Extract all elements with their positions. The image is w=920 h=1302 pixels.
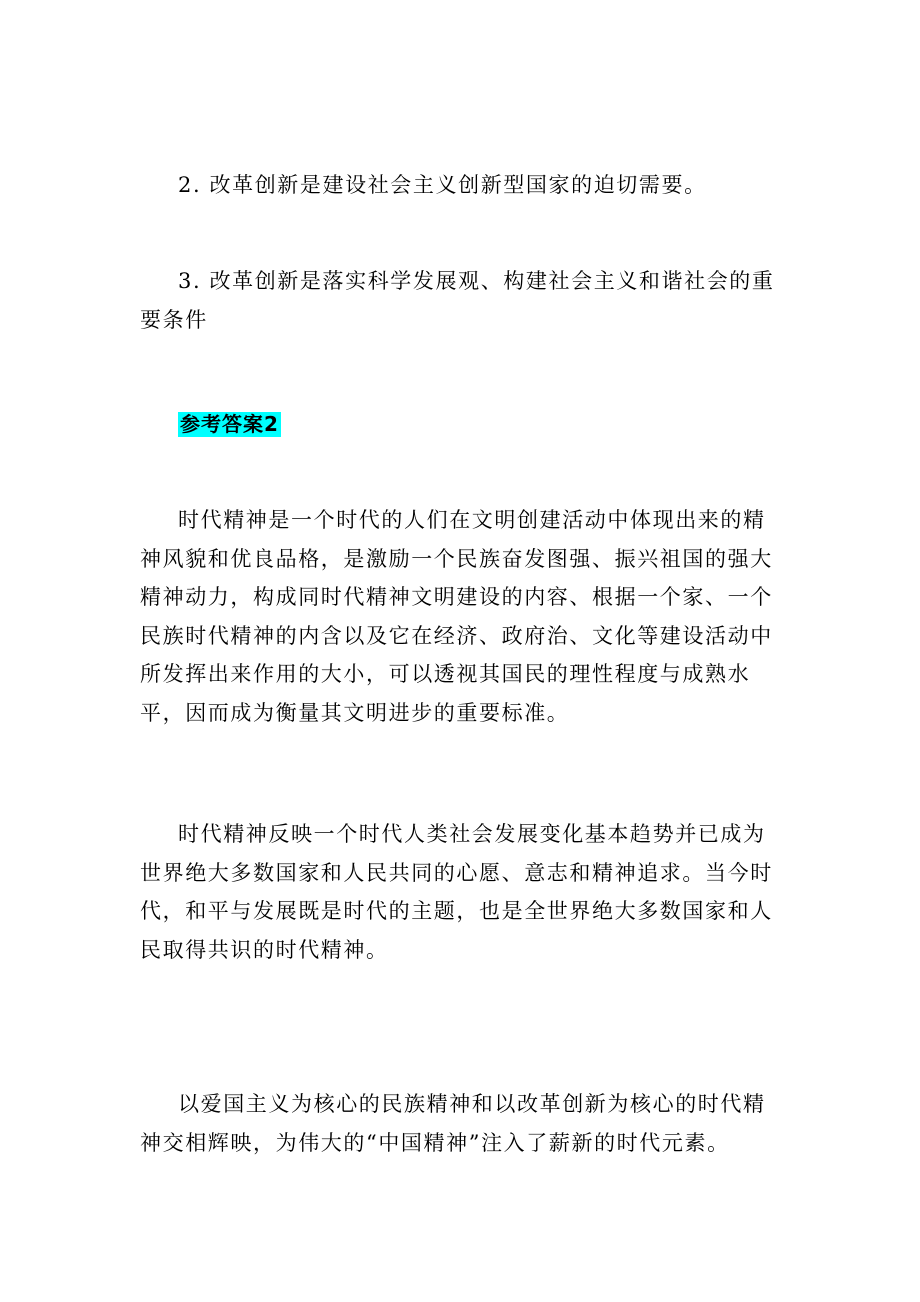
- list-item-2: 2. 改革创新是建设社会主义创新型国家的迫切需要。: [178, 173, 707, 197]
- body-paragraph-1: 时代精神是一个时代的人们在文明创建活动中体现出来的精神风貌和优良品格，是激励一个民族奋发图强、振兴祖国的强大精神动力，构成同时代精神文明建设的内容、根据一个家、一个民族时代精神的内含以及它在经济、政府治、文化等建设活动中所发挥出来作用的大小，可以透视其国民的理性程度与成熟水平，因而成为衡量其文明进步的重要标准。: [140, 508, 773, 725]
- body-paragraph-3: 以爱国主义为核心的民族精神和以改革创新为核心的时代精神交相辉映，为伟大的“中国精神”注入了薪新的时代元素。: [140, 1092, 766, 1155]
- body-paragraph-2: 时代精神反映一个时代人类社会发展变化基本趋势并已成为世界绝大多数国家和人民共同的心愿、意志和精神追求。当今时代，和平与发展既是时代的主题，也是全世界绝大多数国家和人民取得共识的时代精神。: [140, 822, 773, 962]
- answer-heading: [178, 410, 281, 438]
- list-item-3: 3. 改革创新是落实科学发展观、构建社会主义和谐社会的重要条件: [140, 269, 775, 332]
- answer-heading-highlight: 参考答案2: [180, 412, 279, 436]
